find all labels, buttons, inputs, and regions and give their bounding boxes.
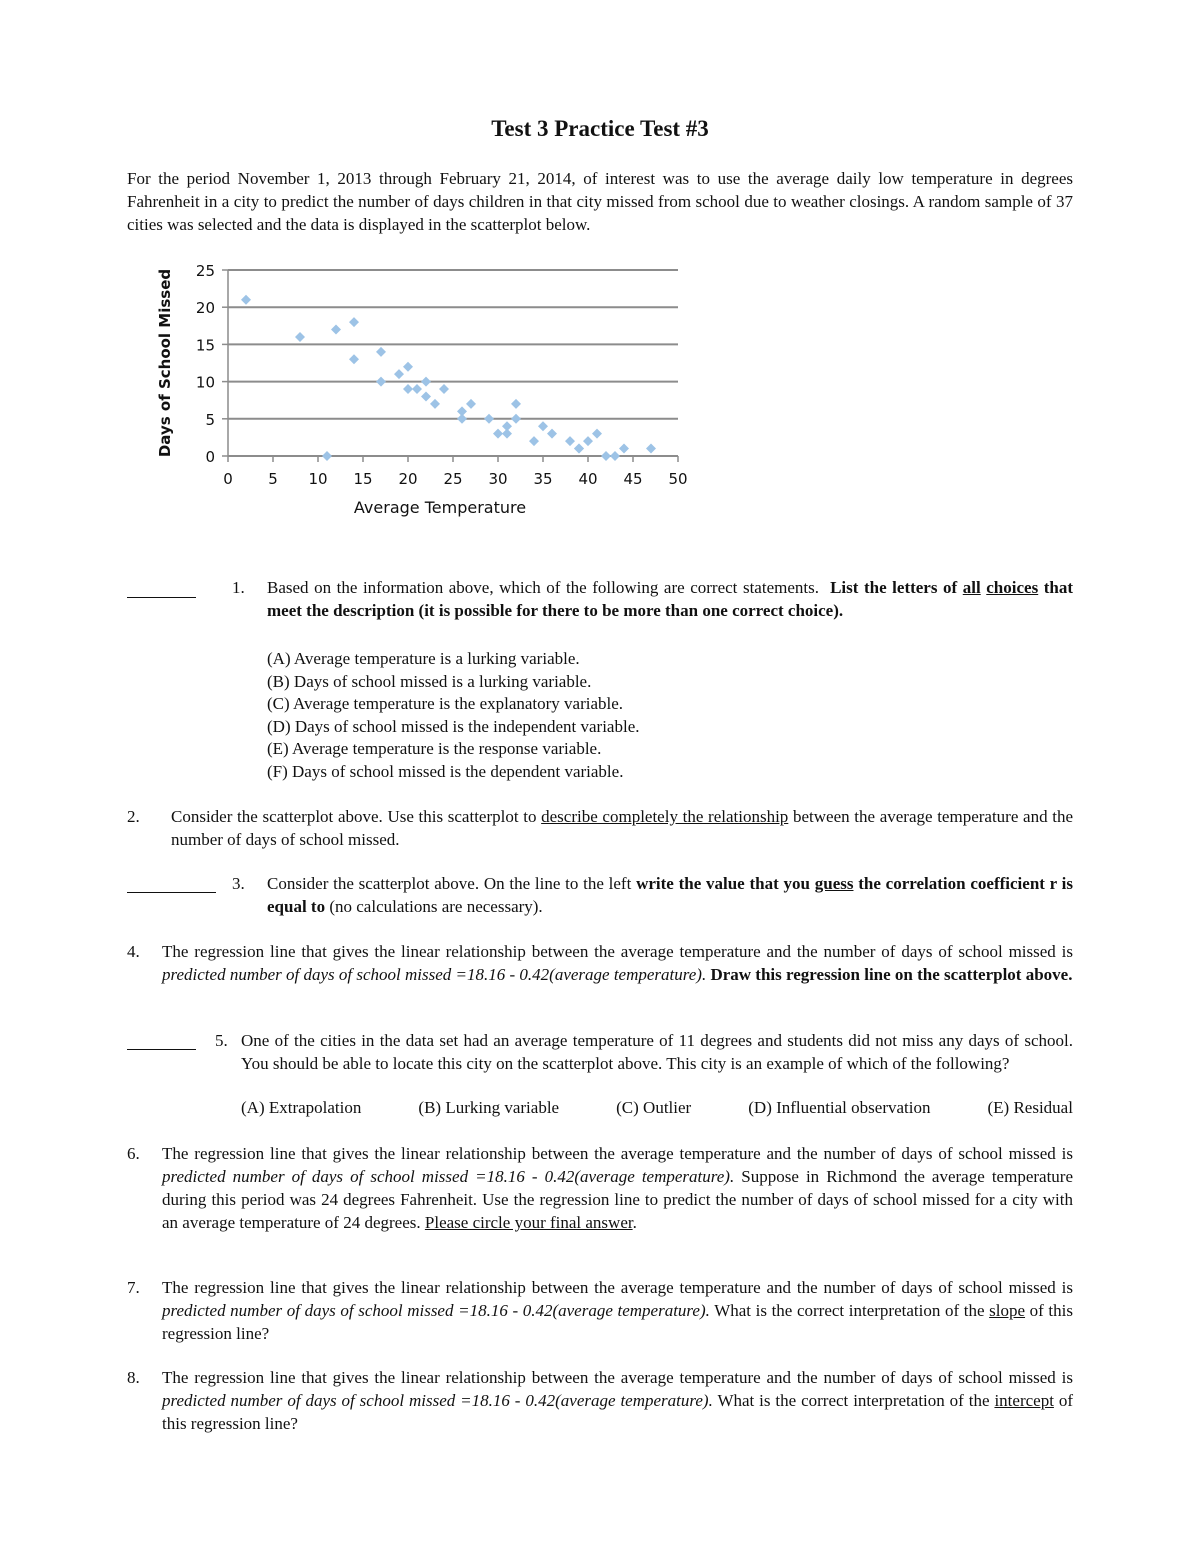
q8-number: 8. <box>127 1368 140 1387</box>
x-tick-label: 15 <box>353 470 373 488</box>
q4-bold: Draw this regression line on the scatterplot above. <box>710 965 1073 984</box>
x-tick-label: 45 <box>623 470 643 488</box>
q1-bold-a: List the letters of <box>830 578 958 597</box>
data-points <box>241 295 656 461</box>
answer-line-q3[interactable] <box>127 892 216 893</box>
q1-bold-all: all <box>962 578 981 597</box>
q5-options <box>241 1096 1073 1119</box>
q8-text-b: What is the correct interpretation of the <box>717 1391 990 1410</box>
data-point <box>493 429 503 439</box>
q1-bold-b: that meet the description (it is possible for there to be more than one correct choice). <box>267 578 1074 620</box>
q2-number: 2. <box>127 807 140 826</box>
data-point <box>376 347 386 357</box>
data-point <box>322 451 332 461</box>
q6-text-b: Suppose in Richmond the average temperature during this period was 24 degrees Fahrenheit. Use the regression line to predict the number of days of school missed for a city with an average temperature of 24 degrees. <box>162 1167 1073 1232</box>
data-point <box>403 362 413 372</box>
q5-option-d: (D) Influential observation <box>748 1098 931 1117</box>
data-point <box>376 377 386 387</box>
data-point <box>349 317 359 327</box>
q1-bold-choices: choices <box>986 578 1039 597</box>
data-point <box>583 436 593 446</box>
data-point <box>349 354 359 364</box>
y-tick-label: 25 <box>195 262 215 280</box>
q1-choice-d: (D) Days of school missed is the independent variable. <box>267 716 640 736</box>
data-point <box>412 384 422 394</box>
data-point <box>610 451 620 461</box>
q5-option-a: (A) Extrapolation <box>241 1098 362 1117</box>
data-point <box>394 369 404 379</box>
y-tick-label: 0 <box>205 448 215 466</box>
q6-formula: predicted number of days of school missed =18.16 - 0.42(average temperature). <box>162 1167 735 1186</box>
q8-text-c: of this regression line? <box>162 1391 1074 1433</box>
data-point <box>421 391 431 401</box>
data-point <box>331 325 341 335</box>
q1-choice-a: (A) Average temperature is a lurking variable. <box>267 649 580 668</box>
q8-formula: predicted number of days of school missed =18.16 - 0.42(average temperature). <box>162 1391 713 1410</box>
x-tick-label: 25 <box>443 470 463 488</box>
x-tick-label: 20 <box>398 470 418 488</box>
q8-underlined: intercept <box>994 1391 1054 1410</box>
q7-formula: predicted number of days of school missed =18.16 - 0.42(average temperature). <box>162 1301 710 1320</box>
data-point <box>529 436 539 446</box>
q4-formula: predicted number of days of school missed =18.16 - 0.42(average temperature). <box>162 965 707 984</box>
y-tick-label: 5 <box>205 410 215 429</box>
q3-number: 3. <box>232 874 245 893</box>
x-tick-label: 10 <box>308 470 328 488</box>
q1-choice-b: (B) Days of school missed is a lurking variable. <box>267 671 592 691</box>
x-axis-label: Average Temperature <box>353 498 527 517</box>
answer-line-q1[interactable] <box>127 597 196 598</box>
axes <box>222 270 678 462</box>
q5-option-e: (E) Residual <box>987 1098 1073 1117</box>
data-point <box>565 436 575 446</box>
q2-text-b: between the average temperature and the number of days of school missed. <box>171 807 1074 849</box>
page-title: Test 3 Practice Test #3 <box>491 116 709 141</box>
data-point <box>592 429 602 439</box>
data-point <box>574 444 584 454</box>
q5-text: One of the cities in the data set had an average temperature of 11 degrees and students did not miss any days of school. You should be able to locate this city on the scatterplot above. This city is an example of which of the following? <box>241 1031 1073 1073</box>
q7-text-a: The regression line that gives the linear relationship between the average temperature and the number of days of school missed is <box>162 1278 1073 1297</box>
q3-bold-a: write the value that you <box>636 874 810 893</box>
x-tick-label: 35 <box>533 470 553 488</box>
q1-choices <box>267 648 640 784</box>
answer-line-q5[interactable] <box>127 1049 196 1050</box>
x-tick-label: 0 <box>223 470 233 488</box>
x-tick-label: 40 <box>578 470 598 488</box>
x-tick-label: 30 <box>488 470 508 488</box>
data-point <box>538 421 548 431</box>
q1-number: 1. <box>232 578 245 597</box>
q1-choice-e: (E) Average temperature is the response variable. <box>267 739 602 759</box>
q1-text <box>267 576 1073 622</box>
q1-choice-c: (C) Average temperature is the explanatory variable. <box>267 694 624 714</box>
data-point <box>484 414 494 424</box>
q2-text <box>171 805 1073 851</box>
q4-number: 4. <box>127 942 140 961</box>
q6-text-a: The regression line that gives the linear relationship between the average temperature and the number of days of school missed is <box>162 1144 1073 1163</box>
data-point <box>421 377 431 387</box>
data-point <box>430 399 440 409</box>
q4-text-a: The regression line that gives the linear relationship between the average temperature and the number of days of school missed is <box>162 942 1073 961</box>
intro-paragraph: For the period November 1, 2013 through February 21, 2014, of interest was to use the average daily low temperature in degrees Fahrenheit in a city to predict the number of days children in that city missed from school due to weather closings. A random sample of 37 cities was selected and the data is displayed in the scatterplot below. <box>127 169 1073 234</box>
data-point <box>511 414 521 424</box>
q8-text <box>162 1366 1073 1435</box>
q3-bold-b: the correlation coefficient r is equal to <box>267 874 1074 916</box>
q7-underlined: slope <box>989 1301 1026 1320</box>
q3-bold-guess: guess <box>814 874 854 893</box>
data-point <box>547 429 557 439</box>
q7-text-c: of this regression line? <box>162 1301 1073 1343</box>
data-point <box>241 295 251 305</box>
q6-number: 6. <box>127 1144 140 1163</box>
data-point <box>457 414 467 424</box>
q2-underlined: describe completely the relationship <box>541 807 789 826</box>
q5-option-b: (B) Lurking variable <box>418 1098 560 1117</box>
q1-prompt: Based on the information above, which of the following are correct statements. <box>267 578 819 597</box>
q7-number: 7. <box>127 1278 140 1297</box>
q5-option-c: (C) Outlier <box>616 1098 692 1117</box>
y-tick-label: 20 <box>195 299 215 318</box>
data-point <box>502 429 512 439</box>
q4-text <box>162 940 1073 986</box>
q6-text-c: . <box>632 1213 637 1232</box>
y-tick-label: 15 <box>195 336 215 355</box>
q5-number: 5. <box>215 1031 228 1050</box>
q7-text-b: What is the correct interpretation of the <box>714 1301 985 1320</box>
q8-text-a: The regression line that gives the linear relationship between the average temperature and the number of days of school missed is <box>162 1368 1073 1387</box>
x-tick-label: 50 <box>668 470 688 488</box>
q2-text-a: Consider the scatterplot above. Use this scatterplot to <box>171 807 537 826</box>
data-point <box>619 444 629 454</box>
q7-text <box>162 1276 1073 1345</box>
q3-text-b: (no calculations are necessary). <box>329 897 543 916</box>
data-point <box>439 384 449 394</box>
y-axis-label: Days of School Missed <box>156 268 174 458</box>
data-point <box>295 332 305 342</box>
scatterplot-chart <box>150 252 710 522</box>
data-point <box>601 451 611 461</box>
gridlines <box>228 270 678 456</box>
data-point <box>466 399 476 409</box>
x-tick-label: 5 <box>268 470 278 488</box>
data-point <box>646 444 656 454</box>
data-point <box>511 399 521 409</box>
q6-underlined: Please circle your final answer <box>424 1213 633 1232</box>
q3-text <box>267 872 1073 918</box>
y-tick-label: 10 <box>195 373 215 392</box>
q6-text <box>162 1142 1073 1234</box>
q1-choice-f: (F) Days of school missed is the dependent variable. <box>267 761 624 781</box>
q3-text-a: Consider the scatterplot above. On the line to the left <box>267 874 632 893</box>
data-point <box>403 384 413 394</box>
